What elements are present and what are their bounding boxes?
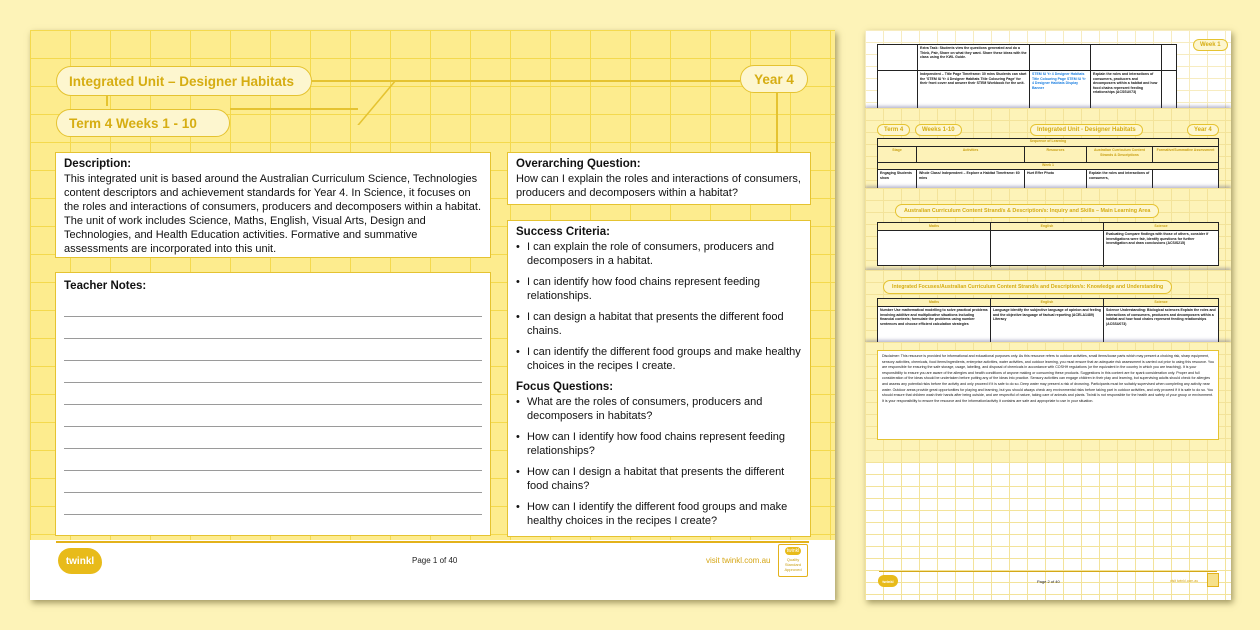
header-cell: Science: [1154, 224, 1168, 228]
week-pill: Week 1: [1193, 39, 1228, 51]
mini-pill: Term 4: [877, 124, 910, 136]
header-cell: Resources: [1025, 147, 1087, 162]
connector-line: [312, 80, 396, 82]
sequence-title-text: Sequence of Learning: [1029, 139, 1067, 143]
preview-cell: [1091, 45, 1162, 70]
preview-footer-divider: [879, 571, 1217, 572]
header-cell: Formative/Summative Assessment: [1156, 148, 1215, 152]
badge-logo: twinkl: [786, 548, 800, 554]
note-line[interactable]: [64, 493, 482, 515]
focus-questions-list: [516, 395, 802, 528]
preview-cell: [991, 231, 1104, 267]
header-cell: English: [991, 223, 1104, 230]
overarching-question-heading: Overarching Question:: [516, 158, 641, 170]
description-text: This integrated unit is based around the Australian Curriculum Science, Technologies content descriptors and achievement standards for Year 4. In Science, it focuses on the roles and interactions of consumers, producers and decomposers within a habitat. The unit of work includes Science, Maths, English, Visual Arts, Design and Technologies, and Health Education activities. Formative and summative assessments are incorporated into this unit.: [64, 173, 482, 255]
inquiry-row: [878, 231, 1218, 267]
preview-cell: Science Understanding: Biological sciences Explain the roles and interactions of consumers, producers and decomposers within a habitat and how food chains represent feeding relationships (ACSSU073): [1106, 308, 1216, 326]
preview-cell: Hurt Effer Photo: [1025, 170, 1087, 199]
week-row-text: Week 1: [1042, 163, 1054, 167]
preview-cell: Number Use mathematical modelling to solve practical problems involving additive and multiplicative situations including financial contexts; formulate the problems using number sentences and choose efficient calculation strategies: [878, 307, 991, 369]
note-line[interactable]: [64, 361, 482, 383]
focus-question-item: • How can I identify the different food groups and make healthy choices in the recipes I create?: [516, 500, 802, 528]
preview-link[interactable]: STEM IU Yr 4 Designer Habitats Title Colouring Page STEM IU Yr 4 Designer Habitats Display Banner: [1030, 71, 1091, 111]
preview-cell: [878, 231, 991, 267]
preview-cell: Evaluating Compare findings with those of others, consider if investigations were fair, identify questions for further investigation and draw conclusions (ACSIS215): [1106, 232, 1209, 245]
preview-sheet-2[interactable]: [865, 108, 1231, 198]
preview-cell: Extra Task: Students view the questions generated and do a Think, Pair, Share on what they want. Share these ideas with the class using the KWL Guide.: [918, 45, 1030, 70]
preview-website-link[interactable]: visit twinkl.com.au: [1170, 579, 1199, 583]
preview-table-row: [878, 45, 1176, 71]
header-cell: Maths: [878, 223, 991, 230]
note-line[interactable]: [64, 295, 482, 317]
focus-question-item: • What are the roles of consumers, producers and decomposers in habitats?: [516, 395, 802, 423]
preview-page-number: Page 2 of 40: [1037, 579, 1060, 584]
connector-line: [396, 80, 740, 82]
week-row: [878, 163, 1218, 170]
preview-logo-text: twinkl: [882, 578, 894, 584]
mini-pill: Weeks 1-10: [915, 124, 962, 136]
preview-sheet-1[interactable]: [865, 30, 1231, 110]
description-heading: Description:: [64, 158, 132, 170]
note-line[interactable]: [64, 317, 482, 339]
note-line[interactable]: [64, 405, 482, 427]
website-link[interactable]: visit twinkl.com.au: [706, 556, 771, 565]
header-cell: Maths: [878, 299, 991, 306]
focus-question-item: • How can I design a habitat that presents the different food chains?: [516, 465, 802, 493]
preview-cell: [1030, 45, 1091, 70]
year-pill: [740, 65, 808, 93]
focus-question-item: • How can I identify how food chains represent feeding relationships?: [516, 430, 802, 458]
main-document-page: [30, 30, 835, 600]
sequence-title: [878, 139, 1218, 147]
preview-cell: Explain the roles and interactions of consumers, producers and decomposers within a habitat and how food chains represent feeding relationships (ACSSU073): [1091, 71, 1162, 111]
preview-cell: Independent – Title Page Timeframe: 30 mins Students can start the 'STEM IU Yr 4 Designer Habitats Title Colouring Page' for their front cover and answer their STEM Workbook for the unit.: [918, 71, 1030, 111]
success-criteria-item: • I can design a habitat that presents the different food chains.: [516, 310, 802, 338]
badge-text: Quality Standard Approved: [784, 557, 802, 572]
twinkl-logo: [58, 548, 102, 574]
disclaimer-box: [877, 350, 1219, 440]
note-line[interactable]: [64, 383, 482, 405]
header-cell: Science: [1154, 300, 1168, 304]
header-cell: English: [991, 299, 1104, 306]
success-criteria-item: • I can identify how food chains represent feeding relationships.: [516, 275, 802, 303]
overarching-question-box: [507, 152, 811, 205]
inquiry-table: [877, 222, 1219, 266]
connector-line: [776, 92, 778, 152]
preview-quality-badge-icon: [1207, 573, 1219, 587]
overarching-question-text: How can I explain the roles and interactions of consumers, producers and decomposers within a habitat?: [516, 173, 801, 199]
unit-title-pill: [56, 66, 312, 96]
sequence-header-row: [878, 147, 1218, 163]
criteria-questions-box: [507, 220, 811, 537]
success-criteria-item: • I can identify the different food groups and make healthy choices in the recipes I create.: [516, 345, 802, 373]
preview-table-row: [878, 71, 1176, 111]
header-cell: Stage: [878, 147, 917, 162]
note-line[interactable]: [64, 449, 482, 471]
preview-cell: Whole Class/ Independent – Explore a Habitat Timeframe: 60 mins: [917, 170, 1025, 199]
mini-pill: Year 4: [1187, 124, 1219, 136]
header-cell: Activities: [917, 147, 1025, 162]
teacher-notes-heading: Teacher Notes:: [64, 280, 147, 292]
preview-table: [877, 44, 1177, 110]
success-criteria-item: • I can explain the role of consumers, producers and decomposers in a habitat.: [516, 240, 802, 268]
preview-cell: Language Identify the subjective language of opinion and feeling and the objective language of factual reporting (ACELA1489) Literacy: [991, 307, 1104, 369]
description-box: [55, 152, 491, 258]
teacher-notes-box: [55, 272, 491, 536]
note-line[interactable]: [64, 427, 482, 449]
note-line[interactable]: [64, 471, 482, 493]
preview-twinkl-logo: [878, 575, 898, 587]
note-line[interactable]: [64, 339, 482, 361]
connector-line: [230, 108, 358, 110]
quality-badge-icon: [778, 544, 808, 577]
inquiry-skills-pill: Australian Curriculum Content Strand/s & Description/s: Inquiry and Skills – Main Learning Area: [895, 204, 1159, 218]
year-label: Year 4: [754, 71, 794, 87]
focus-questions-heading: Focus Questions:: [516, 381, 614, 393]
teacher-notes-lines[interactable]: [64, 295, 482, 515]
preview-sheet-5[interactable]: [865, 342, 1231, 600]
knowledge-header-row: [878, 299, 1218, 307]
term-pill: [56, 109, 230, 137]
header-cell: Australian Curriculum Content Strands & Descriptions: [1087, 147, 1153, 162]
disclaimer-text: Disclaimer: This resource is provided for informational and educational purposes only. As this resource refers to outdoor activities, small items/loose parts which may present a choking risk, sharp equipment, sensory activities, chemicals, food items/ingredients, enterprise activities, water activities, and outdoor learning, you must ensure that an adequate risk assessment is carried out prior to using this resource. You are responsible for ensuring the safe storage, usage, labelling, and disposal of chemicals in accordance with COSHH regulations (or the equivalent in the country in which you are teaching). It is your responsibility to ensure you are aware of the allergies and health conditions of anyone making or consuming these products. Suggestions in this content are for spark consideration only. Proper and full consideration of the ideas should be undertaken before putting any of the ideas into practice. Sensory activities can engage children in their play and learning, but supervising adults should check for allergies and assess any potential risks before the activity and only proceed if it is safe to do so. Deep water may present a risk of drowning. Participants must be suitably supervised when completing any activity near water. Outdoor areas provide great opportunities for playing and learning, but you should always check any environmental risks before taking part in outdoor activities, and only proceed if it is safe to do so. You should ensure that children wash their hands after being outside, and are respectful of nature, taking care of animals and plants. Twinkl is not responsible for the health and safety of your group or environment. It is your responsibility to ensure the resource and the information/activity it contains are safe and appropriate to use in your situation.: [882, 354, 1214, 403]
footer-divider: [56, 541, 809, 543]
page-number: Page 1 of 40: [412, 556, 458, 565]
preview-cell: Explain the roles and interactions of consumers,: [1087, 170, 1153, 199]
preview-cell: Engaging Students show: [878, 170, 917, 199]
knowledge-pill: Integrated Focuses/Australian Curriculum Content Strand/s and Description/s: Knowledge and Understanding: [883, 280, 1172, 294]
page-preview-stack: [865, 30, 1231, 600]
mini-pill: Integrated Unit - Designer Habitats: [1030, 124, 1143, 136]
twinkl-logo-text: twinkl: [65, 555, 95, 567]
success-criteria-heading: Success Criteria:: [516, 226, 610, 238]
unit-title: Integrated Unit – Designer Habitats: [69, 73, 295, 89]
term-label: Term 4 Weeks 1 - 10: [69, 115, 197, 131]
success-criteria-list: [516, 240, 802, 373]
inquiry-header-row: [878, 223, 1218, 231]
